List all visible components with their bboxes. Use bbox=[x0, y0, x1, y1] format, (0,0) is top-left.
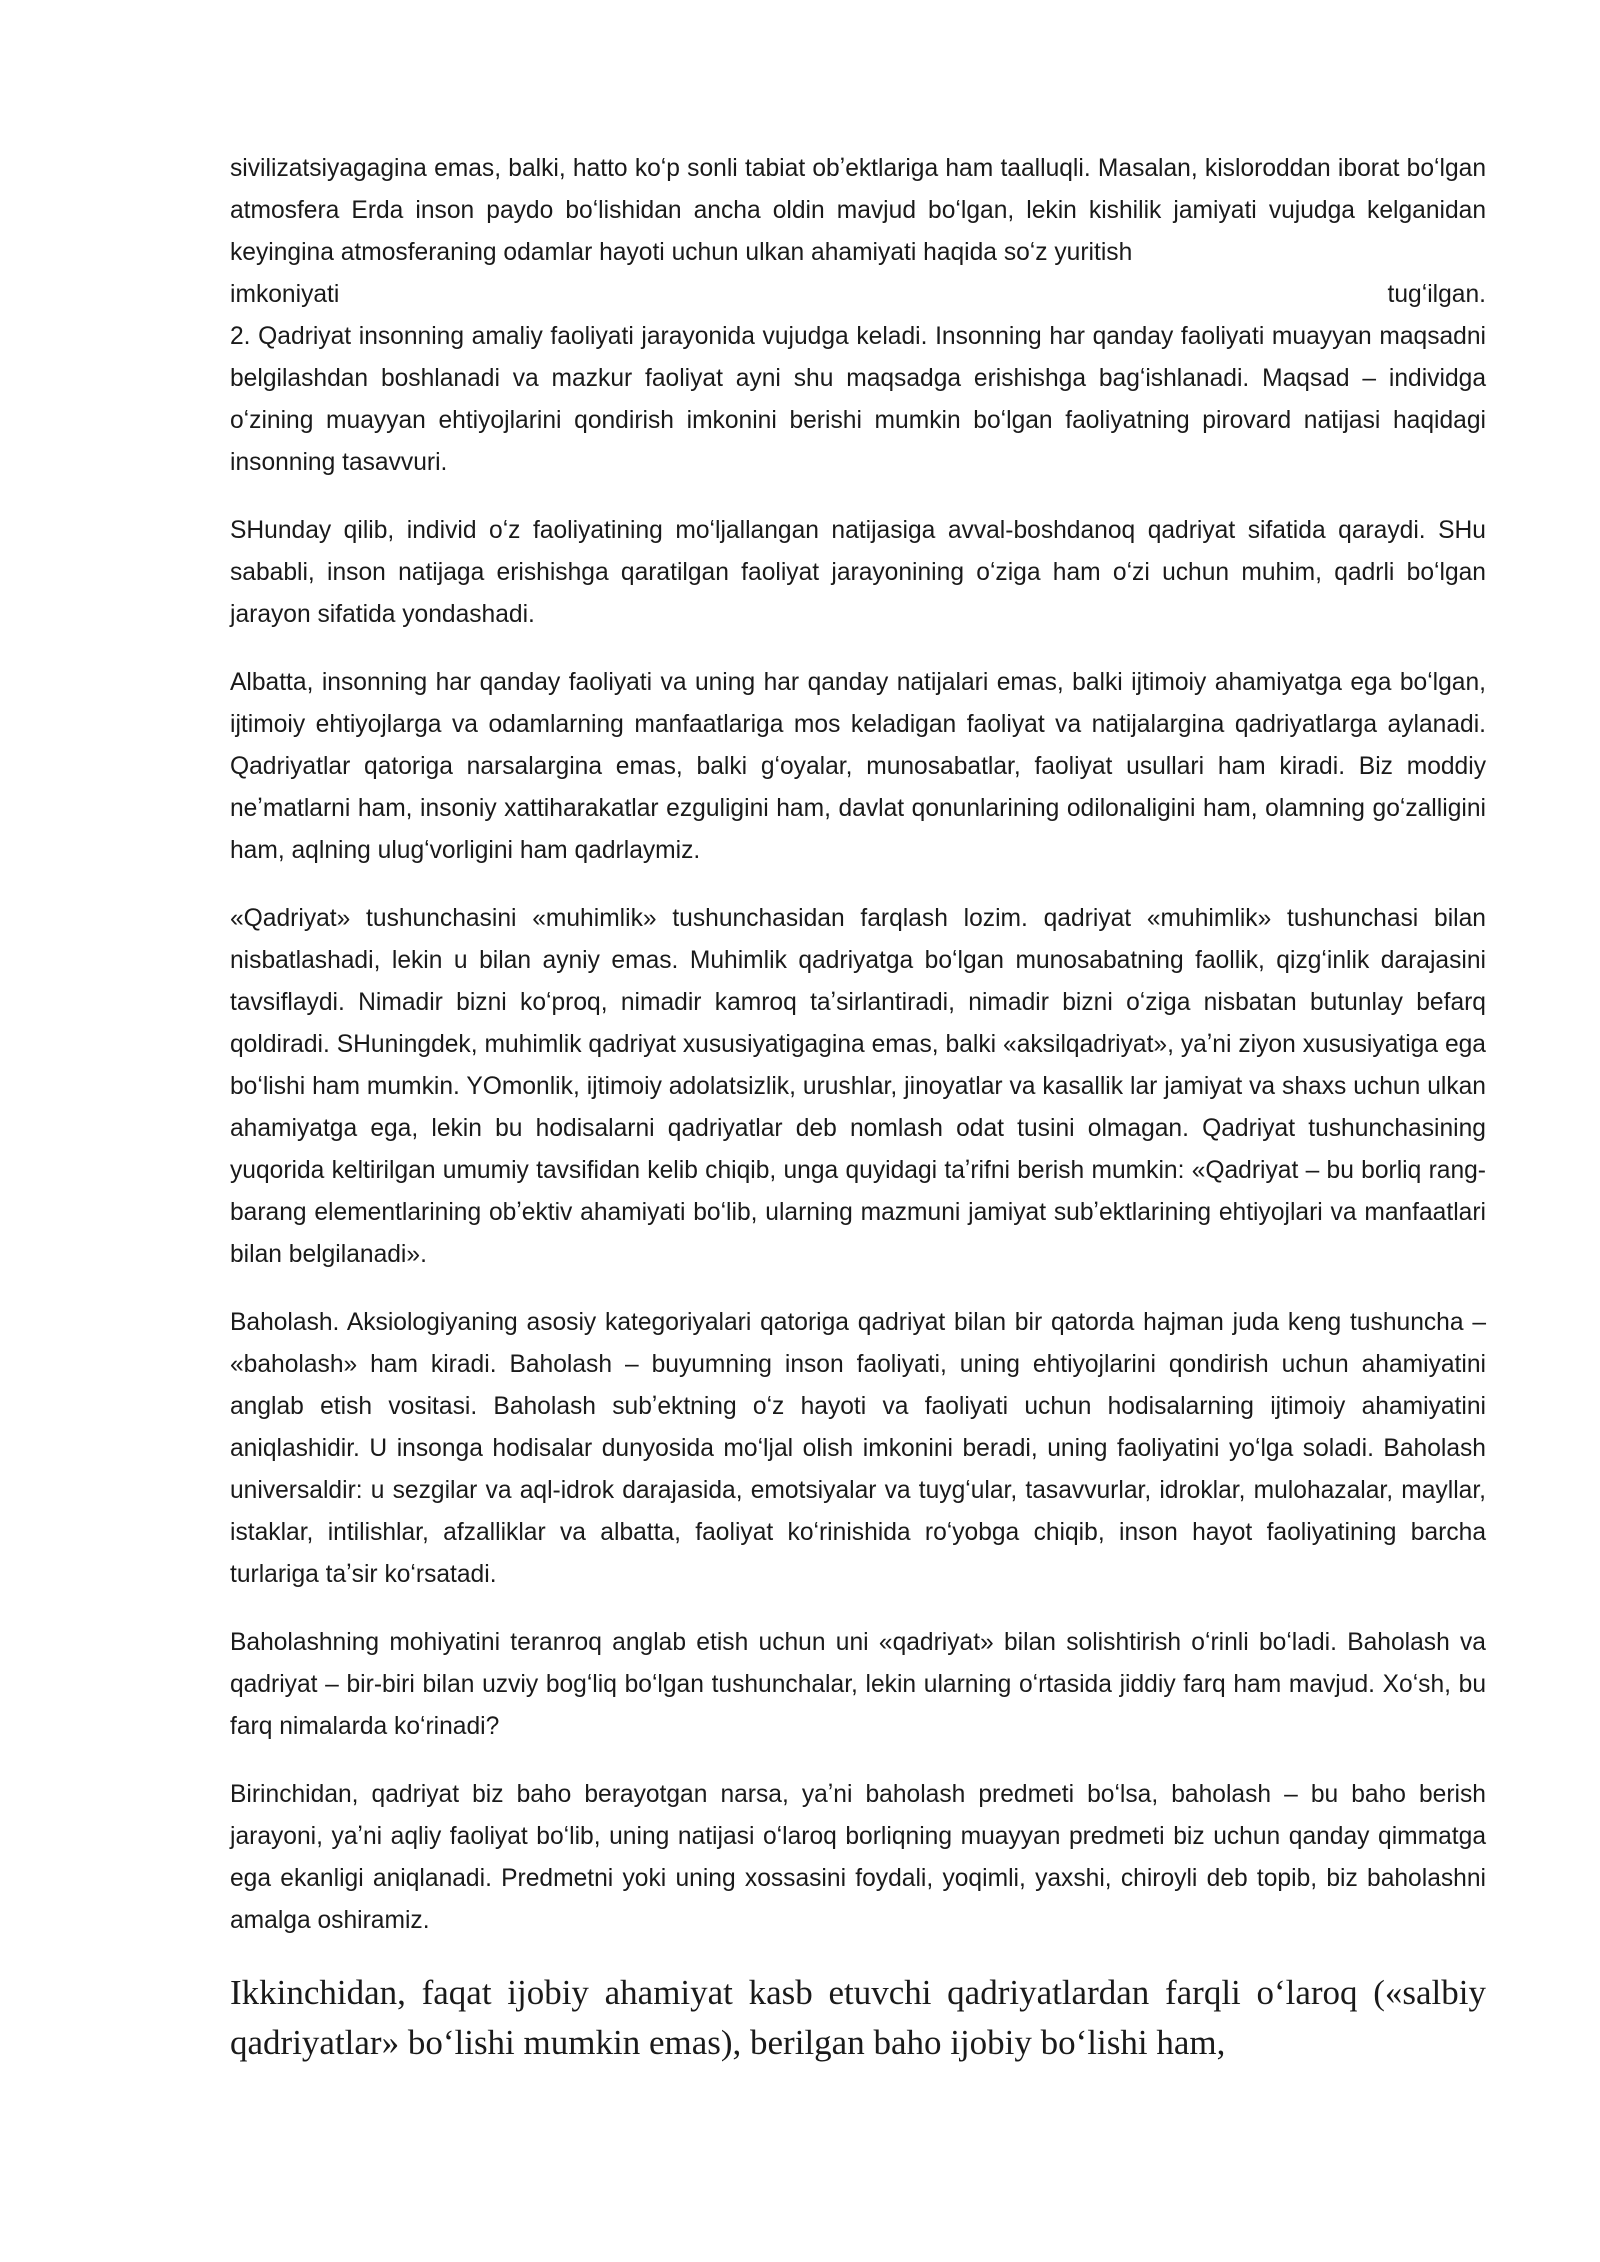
paragraph-1-last-line bbox=[230, 274, 1486, 316]
paragraph-1-last-left: imkoniyati bbox=[230, 281, 340, 308]
paragraph-1-last-right: tugʻilgan. bbox=[1387, 281, 1486, 308]
paragraph-6: Baholash. Aksiologiyaning asosiy kategoriyalari qatoriga qadriyat bilan bir qatorda hajman juda keng tushuncha – «baholash» ham kiradi. Baholash – buyumning inson faoliyati, uning ehtiyojlarini qondirish uchun ahamiyatini anglab etish vositasi. Baholash subʼektning oʻz hayoti va faoliyati uchun hodisalarning ijtimoiy ahamiyatini aniqlashidir. U insonga hodisalar dunyosida moʻljal olish imkonini beradi, uning faoliyatini yoʻlga soladi. Baholash universaldir: u sezgilar va aql-idrok darajasida, emotsiyalar va tuygʻular, tasavvurlar, idroklar, mulohazalar, mayllar, istaklar, intilishlar, afzalliklar va albatta, faoliyat koʻrinishida roʻyobga chiqib, inson hayot faoliyatining barcha turlariga taʼsir koʻrsatadi. bbox=[230, 1309, 1486, 1588]
paragraph-1: sivilizatsiyagagina emas, balki, hatto koʻp sonli tabiat obʼektlariga ham taalluqli. Masalan, kisloroddan iborat boʻlgan atmosfera Erda inson paydo boʻlishidan ancha oldin mavjud boʻlgan, lekin kishilik jamiyati vujudga kelganidan keyingina atmosferaning odamlar hayoti uchun ulkan ahamiyati haqida soʻz yuritish bbox=[230, 155, 1486, 266]
document-page bbox=[230, 148, 1486, 2068]
paragraph-9: Ikkinchidan, faqat ijobiy ahamiyat kasb etuvchi qadriyatlardan farqli oʻlaroq («salbiy qadriyatlar» boʻlishi mumkin emas), berilgan baho ijobiy boʻlishi ham, bbox=[230, 1973, 1486, 2062]
paragraph-4: Albatta, insonning har qanday faoliyati va uning har qanday natijalari emas, balki ijtimoiy ahamiyatga ega boʻlgan, ijtimoiy ehtiyojlarga va odamlarning manfaatlariga mos keladigan faoliyat va natijalargina qadriyatlarga aylanadi. Qadriyatlar qatoriga narsalargina emas, balki gʻoyalar, munosabatlar, faoliyat usullari ham kiradi. Biz moddiy neʼmatlarni ham, insoniy xattiharakatlar ezguligini ham, davlat qonunlarining odilonaligini ham, olamning goʻzalligini ham, aqlning ulugʻvorligini ham qadrlaymiz. bbox=[230, 669, 1486, 864]
paragraph-8: Birinchidan, qadriyat biz baho berayotgan narsa, yaʼni baholash predmeti boʻlsa, baholash – bu baho berish jarayoni, yaʼni aqliy faoliyat boʻlib, uning natijasi oʻlaroq borliqning muayyan predmeti biz uchun qanday qimmatga ega ekanligi aniqlanadi. Predmetni yoki uning xossasini foydali, yoqimli, yaxshi, chiroyli deb topib, biz baholashni amalga oshiramiz. bbox=[230, 1781, 1486, 1934]
paragraph-7: Baholashning mohiyatini teranroq anglab etish uchun uni «qadriyat» bilan solishtirish oʻrinli boʻladi. Baholash va qadriyat – bir-biri bilan uzviy bogʻliq boʻlgan tushunchalar, lekin ularning oʻrtasida jiddiy farq ham mavjud. Xoʻsh, bu farq nimalarda koʻrinadi? bbox=[230, 1629, 1486, 1740]
paragraph-3: SHunday qilib, individ oʻz faoliyatining moʻljallangan natijasiga avval-boshdanoq qadriyat sifatida qaraydi. SHu sababli, inson natijaga erishishga qaratilgan faoliyat jarayonining oʻziga ham oʻzi uchun muhim, qadrli boʻlgan jarayon sifatida yondashadi. bbox=[230, 517, 1486, 628]
paragraph-5: «Qadriyat» tushunchasini «muhimlik» tushunchasidan farqlash lozim. qadriyat «muhimlik» tushunchasi bilan nisbatlashadi, lekin u bilan ayniy emas. Muhimlik qadriyatga boʻlgan munosabatning faollik, qizgʻinlik darajasini tavsiflaydi. Nimadir bizni koʻproq, nimadir kamroq taʼsirlantiradi, nimadir bizni oʻziga nisbatan butunlay befarq qoldiradi. SHuningdek, muhimlik qadriyat xususiyatigagina emas, balki «aksilqadriyat», yaʼni ziyon xususiyatiga ega boʻlishi ham mumkin. YOmonlik, ijtimoiy adolatsizlik, urushlar, jinoyatlar va kasallik lar jamiyat va shaxs uchun ulkan ahamiyatga ega, lekin bu hodisalarni qadriyatlar deb nomlash odat tusini olmagan. Qadriyat tushunchasining yuqorida keltirilgan umumiy tavsifidan kelib chiqib, unga quyidagi taʼrifni berish mumkin: «Qadriyat – bu borliq rang-barang elementlarining obʼektiv ahamiyati boʻlib, ularning mazmuni jamiyat subʼektlarining ehtiyojlari va manfaatlari bilan belgilanadi». bbox=[230, 905, 1486, 1268]
paragraph-2: 2. Qadriyat insonning amaliy faoliyati jarayonida vujudga keladi. Insonning har qanday faoliyati muayyan maqsadni belgilashdan boshlanadi va mazkur faoliyat ayni shu maqsadga erishishga bagʻishlanadi. Maqsad – individga oʻzining muayyan ehtiyojlarini qondirish imkonini berishi mumkin boʻlgan faoliyatning pirovard natijasi haqidagi insonning tasavvuri. bbox=[230, 323, 1486, 476]
